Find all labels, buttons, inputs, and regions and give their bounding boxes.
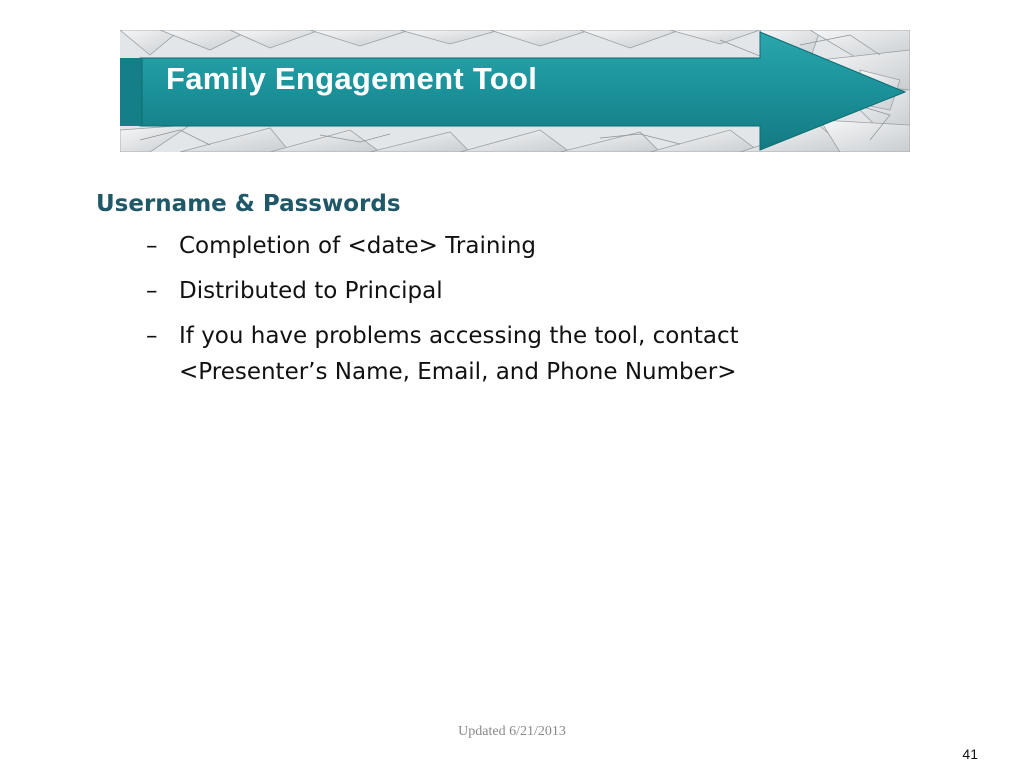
page-number: 41	[962, 746, 978, 762]
dash-bullet-icon: –	[146, 323, 158, 349]
dash-bullet-icon: –	[146, 233, 158, 259]
header-banner	[120, 30, 910, 152]
bullet-text: Distributed to Principal	[179, 278, 443, 304]
list-item	[96, 273, 956, 309]
list-item	[96, 228, 956, 264]
section-heading: Username & Passwords	[96, 191, 401, 217]
bullet-text: Completion of <date> Training	[179, 233, 536, 259]
bullet-text: If you have problems accessing the tool, contact <Presenter’s Name, Email, and Phone Number>	[179, 323, 739, 385]
banner-title: Family Engagement Tool	[166, 61, 538, 96]
bullet-list	[96, 228, 956, 390]
footer-updated-date: Updated 6/21/2013	[458, 724, 566, 739]
slide-content	[96, 186, 956, 399]
dash-bullet-icon: –	[146, 278, 158, 304]
list-item	[96, 318, 956, 390]
